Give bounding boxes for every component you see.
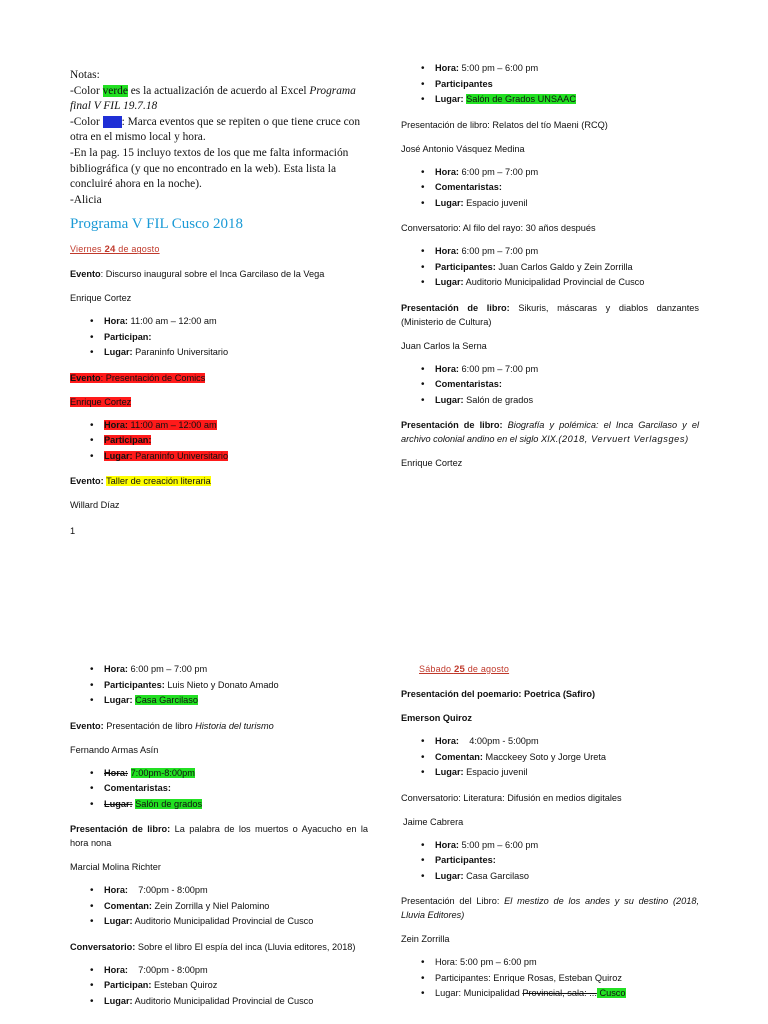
detail-hora: • Hora: 7:00pm-8:00pm: [104, 766, 368, 782]
event-details: [70, 883, 368, 930]
event-person-red: Enrique Cortez: [70, 396, 132, 407]
notes-heading: Notas:: [70, 69, 100, 81]
green-highlight: verde: [102, 84, 128, 97]
event-title: Presentación de libro: Relatos del tío Maeni (RCQ): [401, 119, 608, 130]
page-gap: [0, 600, 768, 636]
page2-right-column: [401, 662, 699, 1002]
detail-hora: • Hora: 5:00 pm – 6:00 pm: [435, 955, 699, 971]
detail-lugar: • Lugar: Auditorio Municipalidad Provincial de Cusco: [104, 994, 368, 1010]
detail-lugar: • Lugar: Paraninfo Universitario: [104, 345, 368, 361]
program-title: Programa V FIL Cusco 2018: [70, 216, 244, 233]
detail-participantes: • Participantes: Luis Nieto y Donato Amado: [104, 678, 368, 694]
detail-hora: • Hora: 7:00pm - 8:00pm: [104, 963, 368, 979]
event-details: [70, 662, 368, 709]
event-title: Presentación del Libro: El mestizo de los andes y su destino (2018, Lluvia Editores): [401, 896, 700, 920]
event-title: Presentación de libro: Sikuris, máscaras y diablos danzantes (Ministerio de Cultura): [401, 302, 700, 327]
event-title: Conversatorio: Al filo del rayo: 30 años después: [401, 223, 596, 233]
detail-participan: • Participan: Esteban Quiroz: [104, 978, 368, 994]
detail-lugar: • Lugar: Espacio juvenil: [435, 196, 699, 212]
date-heading-friday: Viernes 24 de agosto: [70, 244, 160, 256]
detail-lugar: • Lugar: Casa Garcilaso: [104, 693, 368, 709]
detail-hora: • Hora: 6:00 pm – 7:00 pm: [435, 362, 699, 378]
detail-comentan: • Comentan: Macckeey Soto y Jorge Ureta: [435, 750, 699, 766]
detail-lugar: • Lugar: Auditorio Municipalidad Provincial de Cusco: [104, 914, 368, 930]
blue-highlight: azul: [102, 115, 122, 128]
event-details: [70, 963, 368, 1010]
event-title: Evento: Discurso inaugural sobre el Inca Garcilaso de la Vega: [70, 269, 325, 280]
detail-lugar: • Lugar: Municipalidad Provincial, sala: ... Cusco: [435, 986, 699, 1002]
page-number: 1: [70, 526, 76, 537]
detail-participantes: • Participantes: Enrique Rosas, Esteban Quiroz: [435, 971, 699, 987]
event-title: Presentación de libro: La palabra de los muertos o Ayacucho en la hora nona: [70, 824, 368, 848]
notes-line-1: -Color verde es la actualización de acuerdo al Excel Programa final V FIL 19.7.18: [70, 84, 356, 113]
event-title: Presentación de libro: Biografía y polémica: el Inca Garcilaso y el archivo colonial andino en el siglo XIX.(2018, Vervuert Verlagsges): [401, 420, 699, 444]
event-person: Enrique Cortez: [70, 293, 132, 304]
event-details: [401, 165, 699, 212]
detail-hora: • Hora: 6:00 pm – 7:00 pm: [435, 244, 699, 260]
detail-comentaristas: • Comentaristas:: [104, 781, 368, 797]
date-heading-saturday: Sábado 25 de agosto: [419, 664, 510, 675]
page1-left-column: [70, 68, 368, 538]
document-page-2: [0, 636, 768, 1024]
event-details: [401, 838, 699, 885]
event-person: Juan Carlos la Serna: [401, 340, 487, 351]
event-person: José Antonio Vásquez Medina: [401, 143, 525, 154]
detail-comentaristas: • Comentaristas:: [435, 377, 699, 393]
notes-line-3: -En la pag. 15 incluyo textos de los que me falta información bibliográfica (y que no encontrado en la web). Esta lista la concluiré ahora en la noche).: [70, 146, 349, 191]
event-person: Emerson Quiroz: [401, 713, 472, 723]
detail-lugar: • Lugar: Casa Garcilaso: [435, 869, 699, 885]
event-details: [401, 362, 699, 409]
event-details-red: [70, 418, 368, 465]
detail-participantes: • Participantes: [435, 77, 699, 93]
detail-lugar: • Lugar: Espacio juvenil: [435, 765, 699, 781]
page1-right-column: [401, 61, 699, 470]
event-details: [70, 314, 368, 361]
detail-lugar: • Lugar: Paraninfo Universitario: [104, 449, 368, 465]
detail-hora: • Hora: 11:00 am – 12:00 am: [104, 418, 368, 434]
detail-participantes: • Participantes:: [435, 853, 699, 869]
event-title: Presentación del poemario: Poetrica (Safiro): [401, 689, 596, 699]
page2-left-column: [70, 662, 368, 1009]
event-person: Marcial Molina Richter: [70, 862, 161, 872]
event-person: Willard Díaz: [70, 500, 120, 511]
event-title: Conversatorio: Literatura: Difusión en medios digitales: [401, 792, 622, 803]
detail-lugar: • Lugar: Auditorio Municipalidad Provincial de Cusco: [435, 275, 699, 291]
notes-block: [70, 68, 368, 208]
detail-hora: • Hora: 5:00 pm – 6:00 pm: [435, 61, 699, 77]
detail-hora: • Hora: 11:00 am – 12:00 am: [104, 314, 368, 330]
yellow-highlight: Taller de creación literaria: [106, 476, 211, 487]
notes-signature: -Alicia: [70, 193, 102, 206]
detail-participan: • Participan:: [104, 330, 368, 346]
event-details: [401, 61, 699, 108]
event-title: Evento: Presentación de libro Historia del turismo: [70, 720, 274, 731]
event-person: Jaime Cabrera: [403, 816, 464, 827]
detail-participantes: • Participantes: Juan Carlos Galdo y Zein Zorrilla: [435, 260, 699, 276]
event-title: Conversatorio: Sobre el libro El espía del inca (Lluvia editores, 2018): [70, 941, 356, 952]
detail-hora: • Hora: 4:00pm - 5:00pm: [435, 734, 699, 750]
event-person: Enrique Cortez: [401, 458, 463, 468]
detail-lugar: • Lugar: Salón de grados: [104, 797, 368, 813]
detail-hora: • Hora: 5:00 pm – 6:00 pm: [435, 838, 699, 854]
notes-line-2: -Color azul: Marca eventos que se repiten o que tiene cruce con otra en el mismo local y hora.: [70, 115, 361, 144]
detail-hora: • Hora: 6:00 pm – 7:00 pm: [104, 662, 368, 678]
detail-hora: • Hora: 6:00 pm – 7:00 pm: [435, 165, 699, 181]
event-details: [401, 955, 699, 1002]
detail-lugar: • Lugar: Salón de grados: [435, 393, 699, 409]
event-title-red: Evento: Presentación de Comics: [70, 372, 206, 383]
detail-hora: • Hora: 7:00pm - 8:00pm: [104, 883, 368, 899]
event-details: [401, 734, 699, 781]
detail-comentan: • Comentan: Zein Zorrilla y Niel Palomino: [104, 899, 368, 915]
detail-comentaristas: • Comentaristas:: [435, 180, 699, 196]
event-person: Fernando Armas Asín: [70, 744, 159, 755]
event-details: [401, 244, 699, 291]
event-details: [70, 766, 368, 813]
event-person: Zein Zorrilla: [401, 934, 450, 944]
detail-participan: • Participan:: [104, 433, 368, 449]
detail-lugar: • Lugar: Salón de Grados UNSAAC: [435, 92, 699, 108]
event-title: Evento: Taller de creación literaria: [70, 476, 211, 487]
